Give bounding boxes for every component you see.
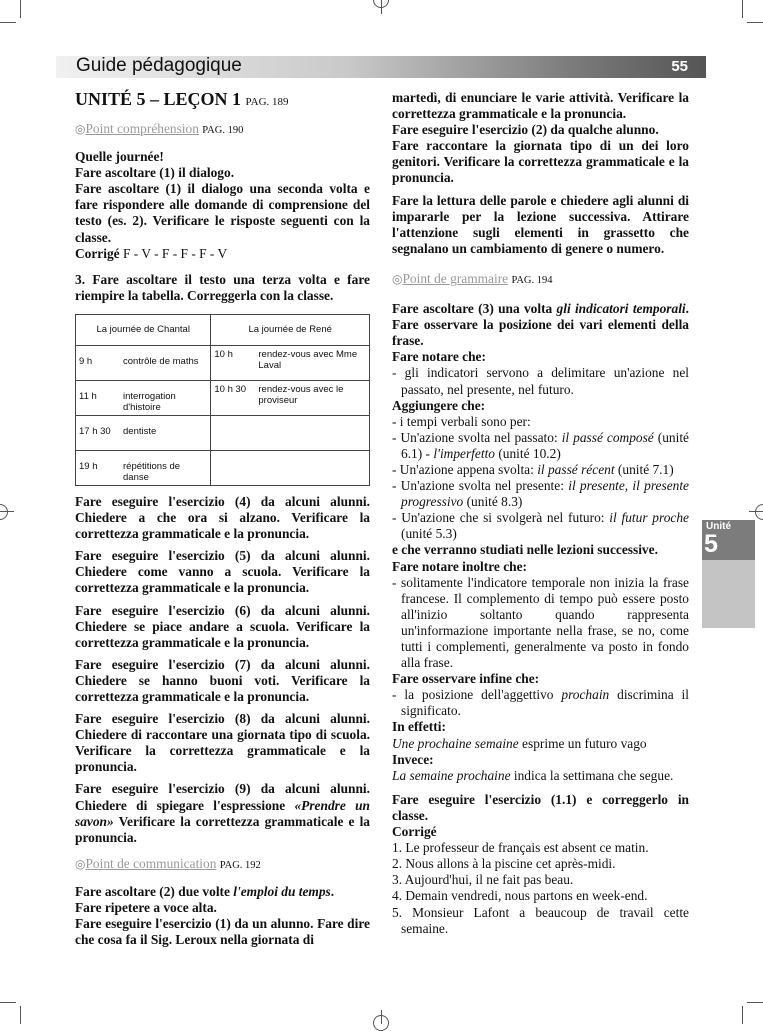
corrige-line — [75, 246, 370, 262]
unit-side-tab-top — [702, 520, 755, 560]
page-number: 55 — [671, 58, 688, 75]
list-item: - i tempi verbali sono per: — [392, 413, 531, 429]
text-run: La semaine prochaine — [392, 767, 511, 783]
paragraph: Fare eseguire l'esercizio (7) da alcuni alunni. Chiedere se hanno buoni voti. Verificare la correttezza grammaticale e la pronuncia. — [75, 656, 370, 704]
table-row — [76, 345, 370, 380]
text-run: - la posizione dell'aggettivo — [392, 687, 562, 703]
table-row — [76, 415, 370, 450]
right-column — [392, 90, 689, 937]
table-cell — [76, 380, 211, 415]
registration-mark — [381, 1010, 382, 1024]
text-run: (unité 10.2) — [494, 445, 561, 461]
paragraph: In effetti: — [392, 719, 446, 735]
crop-mark — [0, 22, 16, 23]
list-item — [392, 430, 689, 462]
text-run: prochain — [561, 687, 610, 703]
table-row — [76, 380, 370, 415]
text-run: gli indicatori temporali — [556, 301, 686, 317]
text-run: (unité 5.3) — [401, 526, 457, 542]
text-run: l'imperfetto — [433, 445, 495, 461]
header-title: Guide pédagogique — [76, 55, 242, 76]
text-run: discrimina il significato. — [401, 687, 689, 719]
circle-bullet-icon: ◎ — [75, 856, 86, 871]
text-run: Verificare la correttezza grammaticale e la pronuncia. — [75, 813, 370, 845]
table-row — [76, 450, 370, 485]
crop-mark — [742, 0, 743, 18]
text-run: «Prendre un savon» — [75, 797, 370, 829]
activity: rendez-vous avec Mme Laval — [258, 348, 358, 371]
section-title: Point de grammaire — [402, 270, 509, 286]
crop-mark — [747, 1002, 763, 1003]
section-title: Point compréhension — [85, 121, 199, 136]
section-page-ref: PAG. 194 — [511, 274, 553, 286]
time: 10 h — [214, 348, 233, 360]
paragraph: Fare eseguire l'esercizio (6) da alcuni alunni. Chiedere se piace andare a scuola. Verificare la correttezza grammaticale e la pronuncia. — [75, 602, 370, 650]
section-page-ref: PAG. 192 — [219, 859, 261, 871]
table-header: La journée de Chantal — [76, 314, 211, 345]
paragraph: Fare la lettura delle parole e chiedere agli alunni di impararle per la lezione successiva. Attirare l'attenzione sugli elementi in grassetto che segnalano un cambiamento di genere o numero. — [392, 192, 689, 256]
unit-title: UNITÉ 5 – LEÇON 1 — [75, 89, 242, 109]
registration-mark — [749, 511, 763, 512]
time: 9 h — [79, 355, 93, 367]
paragraph: Quelle journée! — [75, 149, 164, 165]
table-cell — [76, 415, 211, 450]
text-run: il futur proche — [609, 510, 689, 526]
section-page-ref: PAG. 190 — [202, 125, 244, 136]
list-item: 2. Nous allons à la piscine cet après-midi. — [392, 856, 616, 872]
text-run: Fare ascoltare (3) una volta — [392, 301, 557, 317]
list-item — [392, 478, 689, 510]
list-item — [392, 687, 689, 719]
time — [214, 457, 258, 480]
paragraph — [392, 301, 689, 349]
paragraph: Fare eseguire l'esercizio (8) da alcuni alunni. Chiedere di raccontare una giornata tipo di scuola. Verificare la correttezza grammaticale e la pronuncia. — [75, 711, 370, 775]
time: 19 h — [79, 460, 98, 472]
text-run: l'emploi du temps — [233, 883, 331, 899]
paragraph: Fare notare inoltre che: — [392, 558, 527, 574]
registration-mark — [0, 511, 14, 512]
corrige-label: Corrigé — [75, 245, 120, 261]
paragraph: Invece: — [392, 751, 434, 767]
text-run: (unité 7.1) — [614, 461, 674, 477]
table-cell — [211, 415, 370, 450]
paragraph — [392, 768, 689, 784]
corrige-value: F - V - F - F - F - V — [122, 245, 228, 261]
paragraph: Fare notare che: — [392, 349, 486, 365]
text-run: (unité 6.1) - — [401, 429, 689, 461]
section-title: Point de communication — [85, 855, 217, 871]
section-heading-grammaire — [392, 271, 689, 289]
list-item: 1. Le professeur de français est absent ce matin. — [392, 840, 649, 856]
list-item — [392, 510, 689, 542]
time: 11 h — [79, 390, 97, 402]
text-run: - Un'azione svolta nel presente: — [392, 478, 569, 494]
text-run: indica la settimana che segue. — [510, 767, 674, 783]
time: 17 h 30 — [79, 425, 111, 437]
text-run: il passé composé — [561, 429, 654, 445]
unit-side-tab-word: Unité — [706, 521, 731, 532]
list-item: 3. Aujourd'hui, il ne fait pas beau. — [392, 872, 574, 888]
registration-mark — [381, 0, 382, 14]
registration-mark — [0, 504, 8, 520]
table-header-row — [76, 314, 370, 345]
table-cell — [211, 450, 370, 485]
page-header — [56, 56, 706, 78]
paragraph: Fare raccontare la giornata tipo di un dei loro genitori. Verificare la correttezza grammaticale e la pronuncia. — [392, 138, 689, 186]
activity: contrôle de maths — [123, 355, 199, 367]
text-run: Une prochaine semaine — [392, 735, 519, 751]
paragraph — [75, 884, 370, 900]
activity: interrogation d'histoire — [123, 390, 176, 413]
text-run: Fare eseguire l'esercizio (9) da alcuni alunni. Chiedere di spiegare l'espressione — [75, 781, 370, 813]
text-run: Fare ascoltare (2) due volte — [75, 883, 234, 899]
section-heading-comprehension — [75, 121, 370, 139]
table-cell — [76, 450, 211, 485]
paragraph: Corrigé — [392, 824, 437, 840]
crop-mark — [747, 22, 763, 23]
text-run: . — [330, 883, 335, 899]
paragraph: Fare eseguire l'esercizio (1) da un alunno. Fare dire che cosa fa il Sig. Leroux nella giornata di — [75, 916, 370, 948]
table-cell — [211, 380, 370, 415]
paragraph: Fare ascoltare (1) il dialogo una seconda volta e fare rispondere alle domande di comprensione del testo (es. 2). Verificare le risposte seguenti con la classe. — [75, 181, 370, 245]
registration-mark — [755, 504, 763, 520]
paragraph: martedì, di enunciare le varie attività. Verificare la correttezza grammaticale e la pronuncia. — [392, 90, 689, 122]
table-cell — [211, 345, 370, 380]
crop-mark — [742, 1006, 743, 1024]
activity: dentiste — [123, 425, 157, 437]
paragraph: Fare osservare infine che: — [392, 671, 540, 687]
left-column — [75, 88, 370, 948]
crop-mark — [0, 1002, 16, 1003]
text-run: . Fare osservare la posizione dei vari elementi della frase. — [392, 301, 690, 349]
list-item: - gli indicatori servono a delimitare un'azione nel passato, nel presente, nel futuro. — [392, 365, 689, 397]
paragraph: Aggiungere che: — [392, 397, 486, 413]
text-run: - Un'azione appena svolta: — [392, 461, 538, 477]
list-item: - solitamente l'indicatore temporale non inizia la frase francese. Il complemento di tempo può essere posto all'inizio soltanto quando rappresenta un'informazione importante nella frase, se no, come tutti i complementi, generalmente va posto in fondo alla frase. — [392, 574, 689, 671]
paragraph — [392, 736, 689, 752]
text-run: - Un'azione svolta nel passato: — [392, 429, 562, 445]
section-heading-communication — [75, 856, 370, 874]
paragraph: Fare ripetere a voce alta. — [75, 900, 217, 915]
crop-mark — [20, 1006, 21, 1024]
unit-side-tab — [702, 520, 755, 628]
crop-mark — [20, 0, 21, 18]
time: 10 h 30 — [214, 383, 247, 395]
table-cell — [76, 345, 211, 380]
paragraph: Fare eseguire l'esercizio (1.1) e correggerlo in classe. — [392, 791, 689, 823]
list-item — [392, 462, 689, 478]
unit-heading — [75, 88, 370, 113]
paragraph: Fare ascoltare (1) il dialogo. — [75, 165, 235, 181]
circle-bullet-icon: ◎ — [75, 122, 86, 136]
time — [214, 422, 258, 445]
activity: rendez-vous avec le proviseur — [258, 383, 344, 406]
list-item: 4. Demain vendredi, nous partons en week-end. — [392, 888, 648, 904]
text-run: (unité 8.3) — [463, 494, 523, 510]
unit-side-tab-number: 5 — [704, 530, 718, 558]
paragraph: e che verranno studiati nelle lezioni successive. — [392, 542, 658, 558]
text-run: il presente, il presente progressivo — [401, 478, 689, 510]
paragraph: Fare eseguire l'esercizio (4) da alcuni alunni. Chiedere a che ora si alzano. Verificare la correttezza grammaticale e la pronuncia. — [75, 493, 370, 542]
text-run: - Un'azione che si svolgerà nel futuro: — [392, 510, 610, 526]
schedule-table — [75, 314, 370, 486]
circle-bullet-icon: ◎ — [392, 271, 403, 286]
paragraph: Fare eseguire l'esercizio (2) da qualche alunno. — [392, 122, 659, 138]
activity: répétitions de danse — [123, 460, 181, 483]
table-header: La journée de René — [211, 314, 370, 345]
text-run: il passé récent — [537, 461, 615, 477]
text-run: esprime un futuro vago — [518, 735, 647, 751]
unit-page-ref: PAG. 189 — [245, 96, 289, 108]
paragraph: 3. Fare ascoltare il testo una terza volta e fare riempire la tabella. Correggerla con la classe. — [75, 271, 370, 303]
list-item: 5. Monsieur Lafont a beaucoup de travail cette semaine. — [392, 904, 689, 936]
paragraph: Fare eseguire l'esercizio (5) da alcuni alunni. Chiedere come vanno a scuola. Verificare la correttezza grammaticale e la pronuncia. — [75, 548, 370, 596]
paragraph — [75, 781, 370, 845]
